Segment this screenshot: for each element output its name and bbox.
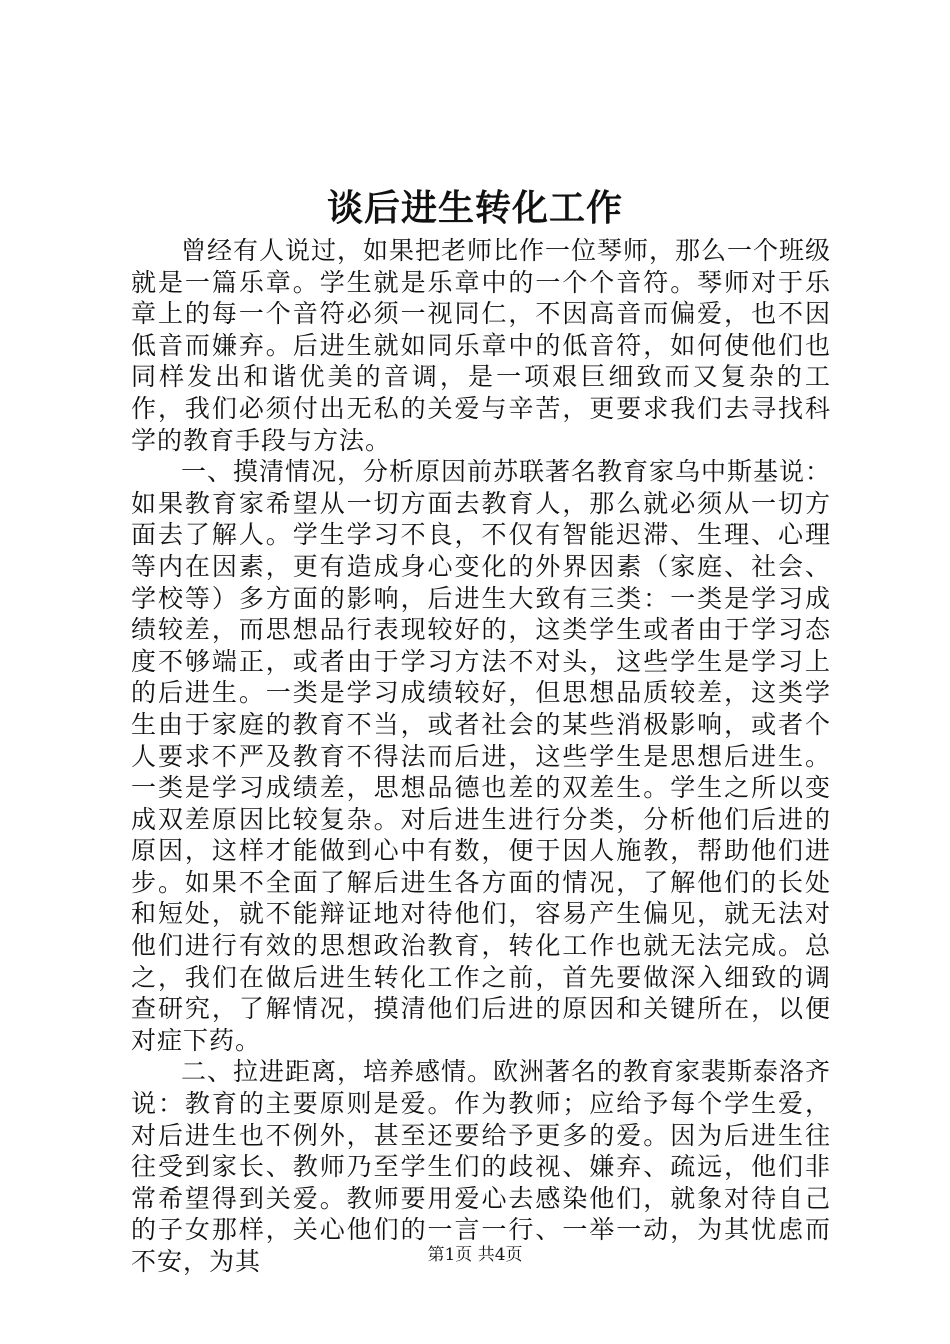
page-number-footer: 第1页 共4页 — [427, 1245, 523, 1265]
document-title: 谈后进生转化工作 — [326, 187, 623, 229]
document-body — [131, 235, 831, 1278]
paragraph-section-one: 一、摸清情况，分析原因前苏联著名教育家乌中斯基说：如果教育家希望从一切方面去教育人，那么就必须从一切方面去了解人。学生学习不良，不仅有智能迟滞、生理、心理等内在因素，更有造成身心变化的外界因素（家庭、社会、学校等）多方面的影响，后进生大致有三类：一类是学习成绩较差，而思想品行表现较好的，这类学生或者由于学习态度不够端正，或者由于学习方法不对头，这些学生是学习上的后进生。一类是学习成绩较好，但思想品质较差，这类学生由于家庭的教育不当，或者社会的某些消极影响，或者个人要求不严及教育不得法而后进，这些学生是思想后进生。一类是学习成绩差，思想品德也差的双差生。学生之所以变成双差原因比较复杂。对后进生进行分类，分析他们后进的原因，这样才能做到心中有数，便于因人施教，帮助他们进步。如果不全面了解后进生各方面的情况，了解他们的长处和短处，就不能辩证地对待他们，容易产生偏见，就无法对他们进行有效的思想政治教育，转化工作也就无法完成。总之，我们在做后进生转化工作之前，首先要做深入细致的调查研究，了解情况，摸清他们后进的原因和关键所在，以便对症下药。 — [131, 457, 832, 1055]
paragraph-intro: 曾经有人说过，如果把老师比作一位琴师，那么一个班级就是一篇乐章。学生就是乐章中的一个个音符。琴师对于乐章上的每一个音符必须一视同仁，不因高音而偏爱，也不因低音而嫌弃。后进生就如同乐章中的低音符，如何使他们也同样发出和谐优美的音调，是一项艰巨细致而又复杂的工作，我们必须付出无私的关爱与辛苦，更要求我们去寻找科学的教育手段与方法。 — [131, 236, 832, 455]
paragraph-section-two: 二、拉进距离，培养感情。欧洲著名的教育家裴斯泰洛齐说：教育的主要原则是爱。作为教师；应给予每个学生爱，对后进生也不例外，甚至还要给予更多的爱。因为后进生往往受到家长、教师乃至学生们的歧视、嫌弃、疏远，他们非常希望得到关爱。教师要用爱心去感染他们，就象对待自己的子女那样，关心他们的一言一行、一举一动，为其忧虑而不安，为其 — [131, 1057, 832, 1276]
